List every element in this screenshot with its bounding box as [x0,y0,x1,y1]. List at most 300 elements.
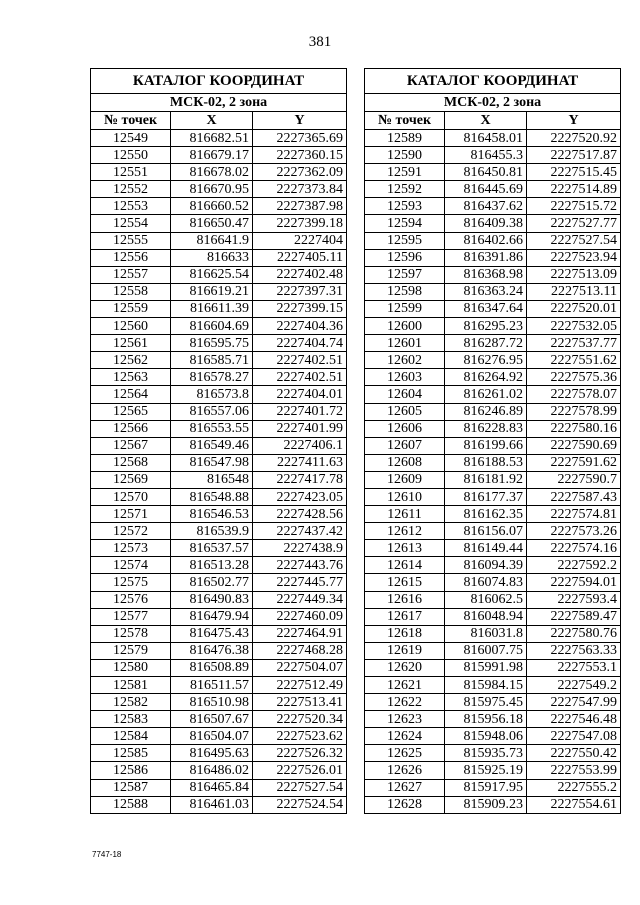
y-cell: 2227404.74 [253,335,347,352]
point-number-cell: 12617 [365,608,445,625]
point-number-cell: 12607 [365,437,445,454]
table-row [365,454,621,471]
y-cell: 2227512.49 [253,677,347,694]
x-cell: 816547.98 [171,454,253,471]
table-row [365,403,621,420]
table-row [91,369,347,386]
table-row [365,215,621,232]
point-number-cell: 12582 [91,694,171,711]
point-number-cell: 12569 [91,471,171,488]
y-cell: 2227547.99 [527,694,621,711]
y-cell: 2227411.63 [253,454,347,471]
point-number-cell: 12628 [365,796,445,813]
x-cell: 816162.35 [445,506,527,523]
table-row [365,300,621,317]
table-row [91,352,347,369]
y-cell: 2227513.09 [527,266,621,283]
point-number-cell: 12603 [365,369,445,386]
table-row [91,659,347,676]
table-row [365,745,621,762]
table-row [91,779,347,796]
point-number-cell: 12598 [365,283,445,300]
table-row [91,318,347,335]
column-header-y: Y [527,112,621,130]
y-cell: 2227527.54 [527,232,621,249]
table-row [91,164,347,181]
y-cell: 2227524.54 [253,796,347,813]
y-cell: 2227399.18 [253,215,347,232]
x-cell: 816094.39 [445,557,527,574]
point-number-cell: 12553 [91,198,171,215]
point-number-cell: 12611 [365,506,445,523]
x-cell: 816062.5 [445,591,527,608]
point-number-cell: 12549 [91,130,171,147]
point-number-cell: 12626 [365,762,445,779]
y-cell: 2227593.4 [527,591,621,608]
x-cell: 816510.98 [171,694,253,711]
x-cell: 816641.9 [171,232,253,249]
x-cell: 815917.95 [445,779,527,796]
point-number-cell: 12581 [91,677,171,694]
y-cell: 2227553.1 [527,659,621,676]
point-number-cell: 12580 [91,659,171,676]
table-row [91,300,347,317]
point-number-cell: 12568 [91,454,171,471]
point-number-cell: 12613 [365,540,445,557]
y-cell: 2227550.42 [527,745,621,762]
x-cell: 816507.67 [171,711,253,728]
y-cell: 2227526.01 [253,762,347,779]
y-cell: 2227438.9 [253,540,347,557]
x-cell: 816074.83 [445,574,527,591]
point-number-cell: 12608 [365,454,445,471]
x-cell: 816660.52 [171,198,253,215]
x-cell: 816181.92 [445,471,527,488]
table-row [91,215,347,232]
point-number-cell: 12590 [365,147,445,164]
y-cell: 2227404 [253,232,347,249]
table-row [91,642,347,659]
page-number: 381 [308,34,332,50]
point-number-cell: 12560 [91,318,171,335]
table-row [91,574,347,591]
point-number-cell: 12627 [365,779,445,796]
table-row [365,232,621,249]
table-row [91,437,347,454]
point-number-cell: 12600 [365,318,445,335]
point-number-cell: 12604 [365,386,445,403]
y-cell: 2227404.36 [253,318,347,335]
point-number-cell: 12610 [365,488,445,505]
y-cell: 2227397.31 [253,283,347,300]
y-cell: 2227589.47 [527,608,621,625]
table-row [91,266,347,283]
x-cell: 816455.3 [445,147,527,164]
table-row [365,369,621,386]
y-cell: 2227360.15 [253,147,347,164]
table-row [91,796,347,813]
table-row [365,762,621,779]
point-number-cell: 12614 [365,557,445,574]
point-number-cell: 12564 [91,386,171,403]
y-cell: 2227594.01 [527,574,621,591]
x-cell: 816156.07 [445,523,527,540]
x-cell: 816437.62 [445,198,527,215]
y-cell: 2227574.81 [527,506,621,523]
table-row [91,232,347,249]
point-number-cell: 12570 [91,488,171,505]
catalog-title: КАТАЛОГ КООРДИНАТ [365,69,621,94]
x-cell: 816465.84 [171,779,253,796]
y-cell: 2227423.05 [253,488,347,505]
x-cell: 816537.57 [171,540,253,557]
point-number-cell: 12591 [365,164,445,181]
table-row [91,198,347,215]
table-row [91,677,347,694]
x-cell: 816264.92 [445,369,527,386]
y-cell: 2227573.26 [527,523,621,540]
y-cell: 2227513.11 [527,283,621,300]
table-row [365,471,621,488]
table-row [365,266,621,283]
y-cell: 2227402.51 [253,369,347,386]
x-cell: 816553.55 [171,420,253,437]
y-cell: 2227399.15 [253,300,347,317]
x-cell: 816585.71 [171,352,253,369]
y-cell: 2227578.07 [527,386,621,403]
x-cell: 816188.53 [445,454,527,471]
table-row [365,488,621,505]
x-cell: 816549.46 [171,437,253,454]
table-row [365,796,621,813]
point-number-cell: 12596 [365,249,445,266]
y-cell: 2227460.09 [253,608,347,625]
table-row [91,283,347,300]
table-row [91,728,347,745]
point-number-cell: 12584 [91,728,171,745]
point-number-cell: 12579 [91,642,171,659]
y-cell: 2227517.87 [527,147,621,164]
table-row [91,249,347,266]
table-row [91,523,347,540]
y-cell: 2227402.51 [253,352,347,369]
x-cell: 816678.02 [171,164,253,181]
point-number-cell: 12592 [365,181,445,198]
point-number-cell: 12572 [91,523,171,540]
y-cell: 2227468.28 [253,642,347,659]
point-number-cell: 12557 [91,266,171,283]
x-cell: 816508.89 [171,659,253,676]
x-cell: 816573.8 [171,386,253,403]
y-cell: 2227449.34 [253,591,347,608]
table-row [91,335,347,352]
table-row [365,147,621,164]
x-cell: 816650.47 [171,215,253,232]
point-number-cell: 12585 [91,745,171,762]
point-number-cell: 12577 [91,608,171,625]
x-cell: 816048.94 [445,608,527,625]
y-cell: 2227405.11 [253,249,347,266]
x-cell: 816476.38 [171,642,253,659]
point-number-cell: 12575 [91,574,171,591]
x-cell: 816445.69 [445,181,527,198]
x-cell: 816031.8 [445,625,527,642]
x-cell: 816149.44 [445,540,527,557]
table-row [365,625,621,642]
x-cell: 816548 [171,471,253,488]
y-cell: 2227504.07 [253,659,347,676]
catalog-subtitle: МСК-02, 2 зона [365,94,621,112]
x-cell: 815975.45 [445,694,527,711]
y-cell: 2227549.2 [527,677,621,694]
x-cell: 816682.51 [171,130,253,147]
table-row [91,471,347,488]
y-cell: 2227563.33 [527,642,621,659]
x-cell: 816276.95 [445,352,527,369]
x-cell: 816261.02 [445,386,527,403]
table-row [91,591,347,608]
point-number-cell: 12588 [91,796,171,813]
table-row [91,130,347,147]
y-cell: 2227537.77 [527,335,621,352]
table-row [365,130,621,147]
y-cell: 2227520.92 [527,130,621,147]
point-number-cell: 12609 [365,471,445,488]
x-cell: 815991.98 [445,659,527,676]
x-cell: 816511.57 [171,677,253,694]
point-number-cell: 12578 [91,625,171,642]
y-cell: 2227590.7 [527,471,621,488]
x-cell: 816513.28 [171,557,253,574]
table-row [365,437,621,454]
table-row [365,642,621,659]
table-row [91,694,347,711]
point-number-cell: 12574 [91,557,171,574]
x-cell: 816177.37 [445,488,527,505]
x-cell: 816611.39 [171,300,253,317]
table-row [365,779,621,796]
x-cell: 816363.24 [445,283,527,300]
point-number-cell: 12612 [365,523,445,540]
table-row [365,249,621,266]
table-row [91,506,347,523]
table-row [91,454,347,471]
x-cell: 816604.69 [171,318,253,335]
table-row [365,318,621,335]
y-cell: 2227532.05 [527,318,621,335]
point-number-cell: 12618 [365,625,445,642]
point-number-cell: 12567 [91,437,171,454]
table-row [365,694,621,711]
x-cell: 816504.07 [171,728,253,745]
y-cell: 2227520.01 [527,300,621,317]
table-row [365,198,621,215]
y-cell: 2227523.94 [527,249,621,266]
table-row [91,147,347,164]
x-cell: 816495.63 [171,745,253,762]
table-row [365,677,621,694]
x-cell: 816486.02 [171,762,253,779]
y-cell: 2227402.48 [253,266,347,283]
point-number-cell: 12593 [365,198,445,215]
y-cell: 2227590.69 [527,437,621,454]
point-number-cell: 12605 [365,403,445,420]
y-cell: 2227404.01 [253,386,347,403]
table-row [91,403,347,420]
column-header-point-number: № точек [365,112,445,130]
x-cell: 816679.17 [171,147,253,164]
table-row [91,762,347,779]
x-cell: 815956.18 [445,711,527,728]
x-cell: 816625.54 [171,266,253,283]
point-number-cell: 12583 [91,711,171,728]
y-cell: 2227547.08 [527,728,621,745]
point-number-cell: 12566 [91,420,171,437]
x-cell: 816490.83 [171,591,253,608]
table-row [365,523,621,540]
point-number-cell: 12573 [91,540,171,557]
x-cell: 816458.01 [445,130,527,147]
table-row [91,181,347,198]
point-number-cell: 12559 [91,300,171,317]
table-row [91,420,347,437]
x-cell: 816246.89 [445,403,527,420]
point-number-cell: 12576 [91,591,171,608]
point-number-cell: 12551 [91,164,171,181]
y-cell: 2227591.62 [527,454,621,471]
y-cell: 2227443.76 [253,557,347,574]
point-number-cell: 12571 [91,506,171,523]
point-number-cell: 12623 [365,711,445,728]
y-cell: 2227406.1 [253,437,347,454]
point-number-cell: 12625 [365,745,445,762]
y-cell: 2227428.56 [253,506,347,523]
point-number-cell: 12550 [91,147,171,164]
point-number-cell: 12616 [365,591,445,608]
coordinate-catalog-right [364,68,621,814]
table-row [365,557,621,574]
point-number-cell: 12621 [365,677,445,694]
y-cell: 2227437.42 [253,523,347,540]
point-number-cell: 12563 [91,369,171,386]
table-row [91,711,347,728]
x-cell: 816450.81 [445,164,527,181]
column-header-y: Y [253,112,347,130]
x-cell: 816228.83 [445,420,527,437]
y-cell: 2227554.61 [527,796,621,813]
column-header-point-number: № точек [91,112,171,130]
table-row [365,591,621,608]
point-number-cell: 12595 [365,232,445,249]
table-row [365,420,621,437]
point-number-cell: 12552 [91,181,171,198]
point-number-cell: 12587 [91,779,171,796]
table-row [365,283,621,300]
x-cell: 816502.77 [171,574,253,591]
y-cell: 2227401.99 [253,420,347,437]
table-row [365,164,621,181]
point-number-cell: 12602 [365,352,445,369]
y-cell: 2227578.99 [527,403,621,420]
point-number-cell: 12599 [365,300,445,317]
table-row [365,335,621,352]
x-cell: 815909.23 [445,796,527,813]
point-number-cell: 12624 [365,728,445,745]
point-number-cell: 12597 [365,266,445,283]
point-number-cell: 12558 [91,283,171,300]
point-number-cell: 12589 [365,130,445,147]
point-number-cell: 12565 [91,403,171,420]
x-cell: 816391.86 [445,249,527,266]
point-number-cell: 12622 [365,694,445,711]
x-cell: 816409.38 [445,215,527,232]
catalog-title: КАТАЛОГ КООРДИНАТ [91,69,347,94]
y-cell: 2227514.89 [527,181,621,198]
y-cell: 2227574.16 [527,540,621,557]
x-cell: 816633 [171,249,253,266]
x-cell: 816461.03 [171,796,253,813]
y-cell: 2227526.32 [253,745,347,762]
y-cell: 2227527.54 [253,779,347,796]
point-number-cell: 12562 [91,352,171,369]
table-row [365,659,621,676]
table-row [365,506,621,523]
y-cell: 2227580.16 [527,420,621,437]
y-cell: 2227527.77 [527,215,621,232]
y-cell: 2227362.09 [253,164,347,181]
y-cell: 2227401.72 [253,403,347,420]
y-cell: 2227555.2 [527,779,621,796]
x-cell: 816479.94 [171,608,253,625]
y-cell: 2227365.69 [253,130,347,147]
y-cell: 2227445.77 [253,574,347,591]
y-cell: 2227551.62 [527,352,621,369]
point-number-cell: 12619 [365,642,445,659]
y-cell: 2227575.36 [527,369,621,386]
table-row [91,745,347,762]
y-cell: 2227417.78 [253,471,347,488]
table-row [365,574,621,591]
table-row [365,386,621,403]
y-cell: 2227515.45 [527,164,621,181]
x-cell: 816402.66 [445,232,527,249]
y-cell: 2227553.99 [527,762,621,779]
x-cell: 816287.72 [445,335,527,352]
point-number-cell: 12601 [365,335,445,352]
coordinate-catalog-left [90,68,347,814]
footer-code: 7747-18 [92,850,122,859]
y-cell: 2227513.41 [253,694,347,711]
point-number-cell: 12606 [365,420,445,437]
x-cell: 816595.75 [171,335,253,352]
x-cell: 816546.53 [171,506,253,523]
x-cell: 816347.64 [445,300,527,317]
table-row [91,557,347,574]
y-cell: 2227592.2 [527,557,621,574]
x-cell: 816670.95 [171,181,253,198]
point-number-cell: 12556 [91,249,171,266]
catalog-subtitle: МСК-02, 2 зона [91,94,347,112]
column-header-x: X [445,112,527,130]
y-cell: 2227373.84 [253,181,347,198]
point-number-cell: 12594 [365,215,445,232]
column-header-x: X [171,112,253,130]
x-cell: 816199.66 [445,437,527,454]
table-row [365,540,621,557]
x-cell: 815948.06 [445,728,527,745]
x-cell: 816548.88 [171,488,253,505]
x-cell: 815925.19 [445,762,527,779]
